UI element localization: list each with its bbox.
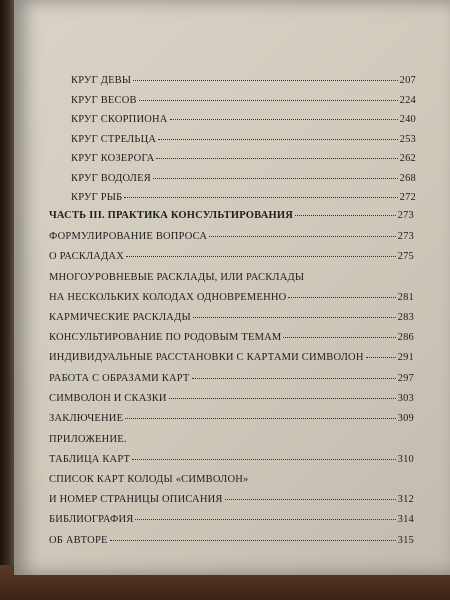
toc-entry <box>49 373 414 384</box>
toc-entry-page: 262 <box>399 153 416 164</box>
toc-entry-page: 273 <box>397 210 414 221</box>
toc-entry-page: 224 <box>399 95 416 106</box>
toc-entry-title: ТАБЛИЦА КАРТ <box>49 454 131 465</box>
toc-entry-page: 207 <box>399 75 416 86</box>
dot-leader <box>283 336 395 338</box>
toc-entry <box>49 312 414 323</box>
toc-entry <box>49 514 414 525</box>
toc-entry <box>71 173 416 184</box>
dot-leader <box>366 356 396 358</box>
toc-entry <box>49 454 414 465</box>
toc-entry <box>71 153 416 164</box>
dot-leader <box>133 79 397 81</box>
dot-leader <box>225 498 396 500</box>
toc-entry-page: 272 <box>399 192 416 203</box>
toc-entry-title: КАРМИЧЕСКИЕ РАСКЛАДЫ <box>49 312 191 323</box>
dot-leader <box>124 196 397 198</box>
toc-entry-title: КРУГ СКОРПИОНА <box>71 114 168 125</box>
toc-entry-page: 291 <box>397 352 414 363</box>
toc-entry-page: 303 <box>397 393 414 404</box>
toc-entry-page: 310 <box>397 454 414 465</box>
toc-entry-title: ОБ АВТОРЕ <box>49 535 108 546</box>
toc-entry-title: МНОГОУРОВНЕВЫЕ РАСКЛАДЫ, ИЛИ РАСКЛАДЫ <box>49 272 305 283</box>
toc-entry <box>49 393 414 404</box>
dot-leader <box>193 316 396 318</box>
book-page <box>14 0 450 575</box>
toc-entry-title: КРУГ КОЗЕРОГА <box>71 153 155 164</box>
dot-leader <box>110 539 396 541</box>
toc-entry-page: 309 <box>397 413 414 424</box>
toc-entry-title: КРУГ ВОДОЛЕЯ <box>71 173 151 184</box>
dot-leader <box>139 99 398 101</box>
toc-entry-title: КОНСУЛЬТИРОВАНИЕ ПО РОДОВЫМ ТЕМАМ <box>49 332 282 343</box>
toc-entry-page: 283 <box>397 312 414 323</box>
toc-entry <box>49 494 414 505</box>
toc-part-title: ЧАСТЬ III. ПРАКТИКА КОНСУЛЬТИРОВАНИЯ <box>49 210 294 221</box>
toc-entry-title: БИБЛИОГРАФИЯ <box>49 514 134 525</box>
toc-entry-page: 240 <box>399 114 416 125</box>
toc-entry-title: ИНДИВИДУАЛЬНЫЕ РАССТАНОВКИ С КАРТАМИ СИМВОЛОН <box>49 352 364 363</box>
dot-leader <box>135 518 395 520</box>
toc-entry-page: 253 <box>399 134 416 145</box>
dot-leader <box>132 458 396 460</box>
toc-entry-title: КРУГ СТРЕЛЬЦА <box>71 134 157 145</box>
toc-entry <box>49 352 414 363</box>
toc-entry <box>49 251 414 262</box>
toc-entry-title: КРУГ ВЕСОВ <box>71 95 137 106</box>
toc-entry-page: 314 <box>397 514 414 525</box>
toc-entry-title: ФОРМУЛИРОВАНИЕ ВОПРОСА <box>49 231 208 242</box>
toc-entry <box>49 535 414 546</box>
toc-entry-title: И НОМЕР СТРАНИЦЫ ОПИСАНИЯ <box>49 494 223 505</box>
toc-part-heading <box>49 210 414 221</box>
dot-leader <box>156 157 397 159</box>
toc-entry-page: 286 <box>397 332 414 343</box>
toc-entry <box>71 75 416 86</box>
toc-entry-page: 268 <box>399 173 416 184</box>
toc-entry-title: КРУГ РЫБ <box>71 192 123 203</box>
toc-entry-page: 273 <box>397 231 414 242</box>
toc-entry-page: 275 <box>397 251 414 262</box>
dot-leader <box>170 118 398 120</box>
toc-entry <box>49 413 414 424</box>
toc-entry-title: ЗАКЛЮЧЕНИЕ <box>49 413 124 424</box>
toc-entry <box>71 192 416 203</box>
toc-entry-title: КРУГ ДЕВЫ <box>71 75 132 86</box>
toc-entry-title: О РАСКЛАДАХ <box>49 251 125 262</box>
toc-entry-page: 297 <box>397 373 414 384</box>
table-of-contents <box>14 0 450 575</box>
toc-entry-page: 312 <box>397 494 414 505</box>
toc-entry <box>49 231 414 242</box>
toc-entry <box>71 95 416 106</box>
toc-entry <box>49 292 414 303</box>
dot-leader <box>209 235 396 237</box>
toc-entry-title: СПИСОК КАРТ КОЛОДЫ «СИМВОЛОН» <box>49 474 249 485</box>
dot-leader <box>192 377 396 379</box>
toc-entry-title: НА НЕСКОЛЬКИХ КОЛОДАХ ОДНОВРЕМЕННО <box>49 292 287 303</box>
toc-entry-page: 315 <box>397 535 414 546</box>
dot-leader <box>153 177 398 179</box>
toc-entry <box>71 114 416 125</box>
toc-entry <box>71 134 416 145</box>
dot-leader <box>158 138 397 140</box>
dot-leader <box>288 296 395 298</box>
dot-leader <box>295 214 396 216</box>
dot-leader <box>169 397 396 399</box>
toc-entry-title: РАБОТА С ОБРАЗАМИ КАРТ <box>49 373 190 384</box>
toc-entry-title: СИМВОЛОН И СКАЗКИ <box>49 393 167 404</box>
dot-leader <box>125 417 395 419</box>
toc-entry-title: ПРИЛОЖЕНИЕ. <box>49 434 127 445</box>
toc-entry-page: 281 <box>397 292 414 303</box>
dot-leader <box>126 255 396 257</box>
toc-entry <box>49 332 414 343</box>
